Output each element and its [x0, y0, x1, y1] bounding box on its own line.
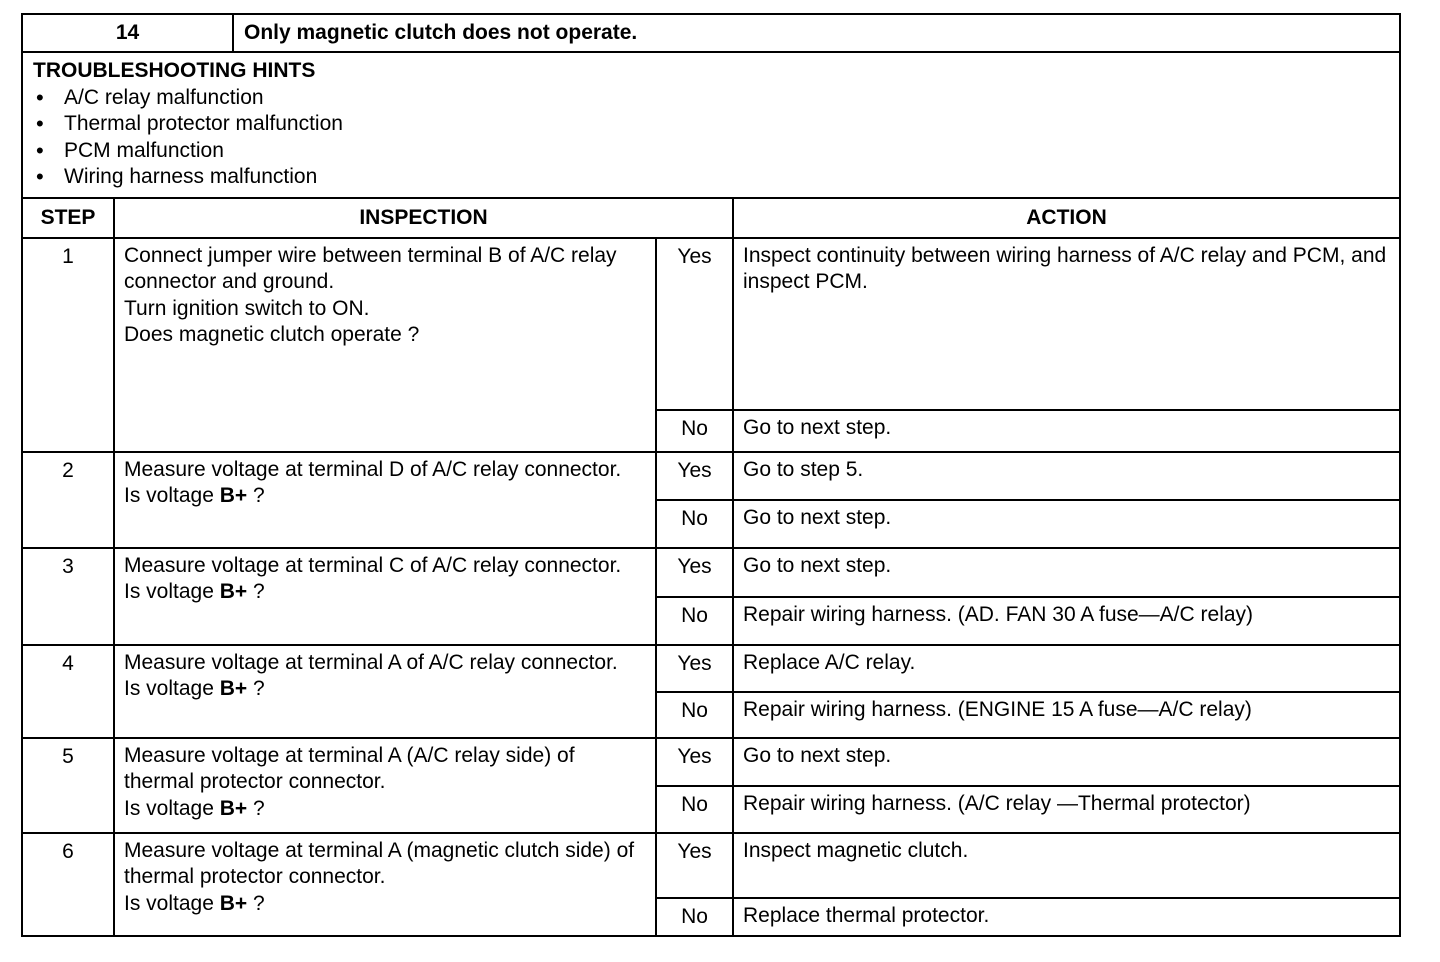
inspection-line: Measure voltage at terminal A (magnetic clutch side) of thermal protector connector. — [124, 838, 635, 888]
step-row — [22, 238, 1400, 410]
step-row — [22, 548, 1400, 597]
column-header-row — [22, 198, 1400, 238]
step-number: 1 — [22, 238, 114, 452]
yes-action: Go to next step. — [733, 738, 1400, 786]
step-inspection — [114, 548, 656, 645]
question-prefix: Is voltage — [124, 891, 214, 915]
no-label: No — [656, 597, 733, 645]
step-inspection — [114, 738, 656, 833]
procedure-title: Only magnetic clutch does not operate. — [233, 14, 1400, 52]
yes-label: Yes — [656, 452, 733, 500]
inspection-question — [124, 676, 647, 703]
step-row — [22, 645, 1400, 692]
yes-label: Yes — [656, 738, 733, 786]
no-label: No — [656, 898, 733, 936]
step-inspection — [114, 645, 656, 738]
yes-label: Yes — [656, 645, 733, 692]
inspection-question — [124, 579, 647, 606]
step-number: 6 — [22, 833, 114, 936]
yes-label: Yes — [656, 548, 733, 597]
no-action: Repair wiring harness. (ENGINE 15 A fuse—A/C relay) — [733, 692, 1400, 738]
question-suffix: ? — [253, 484, 265, 507]
step-inspection — [114, 452, 656, 548]
troubleshooting-table — [21, 13, 1401, 937]
no-label: No — [656, 410, 733, 452]
hints-list — [33, 85, 1389, 191]
question-suffix: ? — [253, 796, 265, 820]
troubleshooting-sheet — [21, 13, 1399, 937]
question-value: B+ — [219, 891, 248, 915]
yes-action: Inspect magnetic clutch. — [733, 833, 1400, 898]
hint-item: • PCM malfunction — [33, 138, 1389, 165]
question-prefix: Is voltage — [124, 796, 214, 820]
question-prefix: Is voltage — [124, 677, 214, 700]
question-value: B+ — [219, 580, 248, 603]
no-label: No — [656, 500, 733, 548]
no-label: No — [656, 786, 733, 833]
no-label: No — [656, 692, 733, 738]
step-inspection — [114, 833, 656, 936]
inspection-line: Measure voltage at terminal D of A/C relay connector. — [124, 457, 622, 481]
inspection-line: Connect jumper wire between terminal B of A/C relay connector and ground. — [124, 243, 617, 293]
step-number: 2 — [22, 452, 114, 548]
no-action: Go to next step. — [733, 500, 1400, 548]
yes-action: Go to step 5. — [733, 452, 1400, 500]
question-suffix: ? — [253, 677, 265, 700]
question-suffix: ? — [253, 891, 265, 915]
inspection-line: Does magnetic clutch operate ? — [124, 323, 420, 346]
yes-action: Inspect continuity between wiring harness of A/C relay and PCM, and inspect PCM. — [733, 238, 1400, 410]
step-row — [22, 833, 1400, 898]
question-prefix: Is voltage — [124, 484, 214, 507]
troubleshooting-hints — [22, 52, 1400, 198]
column-header-action: ACTION — [733, 198, 1400, 238]
yes-action: Replace A/C relay. — [733, 645, 1400, 692]
question-prefix: Is voltage — [124, 580, 214, 603]
yes-action: Go to next step. — [733, 548, 1400, 597]
step-inspection — [114, 238, 656, 452]
inspection-question — [124, 483, 647, 510]
step-number: 4 — [22, 645, 114, 738]
yes-label: Yes — [656, 238, 733, 410]
yes-label: Yes — [656, 833, 733, 898]
step-number: 3 — [22, 548, 114, 645]
question-value: B+ — [219, 796, 248, 820]
inspection-line: Measure voltage at terminal A (A/C relay side) of thermal protector connector. — [124, 743, 575, 793]
column-header-step: STEP — [22, 198, 114, 238]
step-number: 5 — [22, 738, 114, 833]
hint-item: • A/C relay malfunction — [33, 85, 1389, 112]
inspection-question — [124, 891, 647, 918]
inspection-line: Turn ignition switch to ON. — [124, 296, 370, 320]
no-action: Repair wiring harness. (A/C relay —Thermal protector) — [733, 786, 1400, 833]
column-header-inspection: INSPECTION — [114, 198, 733, 238]
hints-title: TROUBLESHOOTING HINTS — [33, 59, 316, 82]
step-row — [22, 452, 1400, 500]
no-action: Go to next step. — [733, 410, 1400, 452]
hint-item: • Wiring harness malfunction — [33, 164, 1389, 191]
question-value: B+ — [219, 484, 248, 507]
no-action: Replace thermal protector. — [733, 898, 1400, 936]
inspection-line: Measure voltage at terminal A of A/C relay connector. — [124, 650, 618, 674]
hint-item: • Thermal protector malfunction — [33, 111, 1389, 138]
question-suffix: ? — [253, 580, 265, 603]
question-value: B+ — [219, 677, 248, 700]
title-row — [22, 14, 1400, 52]
no-action: Repair wiring harness. (AD. FAN 30 A fuse—A/C relay) — [733, 597, 1400, 645]
step-row — [22, 738, 1400, 786]
inspection-question — [124, 796, 647, 823]
hints-row — [22, 52, 1400, 198]
inspection-line: Measure voltage at terminal C of A/C relay connector. — [124, 553, 622, 577]
procedure-number: 14 — [22, 14, 233, 52]
